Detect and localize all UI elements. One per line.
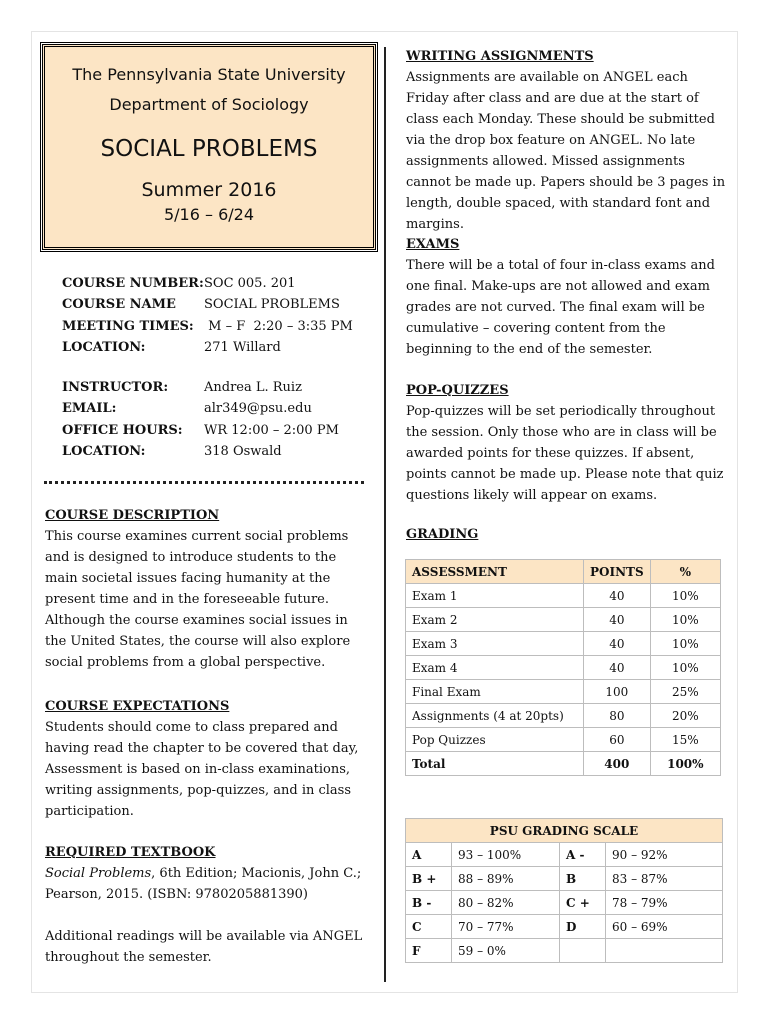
table-row xyxy=(406,608,721,632)
grade-letter: B + xyxy=(406,867,452,891)
grade-letter: A xyxy=(406,843,452,867)
table-row xyxy=(406,632,721,656)
section-text: This course examines current social problems and is designed to introduce students to the main societal issues facing humanity at the present time and in the foreseeable future. Although the course examines social issues in the United States, the course will also explore social problems from a global perspective. xyxy=(45,529,351,670)
grade-range: 90 – 92% xyxy=(606,843,723,867)
info-value: 271 Willard xyxy=(204,339,281,355)
table-cell: 80 xyxy=(584,704,651,728)
grade-letter: A - xyxy=(560,843,606,867)
table-cell: 10% xyxy=(650,632,720,656)
exams-section xyxy=(406,234,726,360)
section-heading: POP-QUIZZES xyxy=(406,383,509,398)
info-label: OFFICE HOURS: xyxy=(62,422,183,438)
info-row xyxy=(62,420,339,441)
table-row xyxy=(406,939,723,963)
table-cell: Total xyxy=(406,752,584,776)
info-row xyxy=(62,294,353,315)
grade-range: 78 – 79% xyxy=(606,891,723,915)
grade-range: 60 – 69% xyxy=(606,915,723,939)
textbook-details: , 6th Edition; Macionis, John C.; Pearson, 2015. (ISBN: 9780205881390) xyxy=(45,866,362,902)
table-cell: Exam 1 xyxy=(406,584,584,608)
info-label: LOCATION: xyxy=(62,339,146,355)
pop-quizzes-section xyxy=(406,380,726,506)
info-label: COURSE NAME xyxy=(62,297,176,313)
course-description-section xyxy=(45,505,370,673)
section-text: Pop-quizzes will be set periodically throughout the session. Only those who are in class will be awarded points for these quizzes. If absent, points cannot be made up. Please note that quiz questions likely will appear on exams. xyxy=(406,404,724,503)
info-label: MEETING TIMES: xyxy=(62,318,194,334)
table-cell: 100% xyxy=(650,752,720,776)
scale-heading: PSU GRADING SCALE xyxy=(406,819,723,843)
table-row xyxy=(406,704,721,728)
table-cell: 100 xyxy=(584,680,651,704)
table-cell: 10% xyxy=(650,608,720,632)
table-row xyxy=(406,656,721,680)
section-text: Assignments are available on ANGEL each Friday after class and are due at the start of class each Monday. These should be submitted via the drop box feature on ANGEL. No late assignments allowed. Missed assignments cannot be made up. Papers should be 3 pages in length, double spaced, with standard font and margins. xyxy=(406,70,726,232)
info-row xyxy=(62,398,339,419)
grade-range: 80 – 82% xyxy=(452,891,560,915)
section-heading: EXAMS xyxy=(406,237,460,252)
course-term: Summer 2016 xyxy=(141,179,277,201)
course-expectations-section xyxy=(45,696,370,822)
grade-range: 83 – 87% xyxy=(606,867,723,891)
info-value: SOCIAL PROBLEMS xyxy=(204,297,340,313)
table-cell: Exam 4 xyxy=(406,656,584,680)
grade-range: 93 – 100% xyxy=(452,843,560,867)
table-row xyxy=(406,584,721,608)
info-row xyxy=(62,441,339,462)
grade-range: 70 – 77% xyxy=(452,915,560,939)
grade-letter: C + xyxy=(560,891,606,915)
info-label: EMAIL: xyxy=(62,401,117,417)
info-row xyxy=(62,337,353,358)
info-value: M – F 2:20 – 3:35 PM xyxy=(204,318,353,334)
table-cell: 40 xyxy=(584,584,651,608)
table-cell: 10% xyxy=(650,584,720,608)
table-cell: 400 xyxy=(584,752,651,776)
grade-range: 59 – 0% xyxy=(452,939,560,963)
section-text: There will be a total of four in-class exams and one final. Make-ups are not allowed and exam grades are not curved. The final exam will be cumulative – covering content from the beginning to the end of the semester. xyxy=(406,258,715,357)
textbook-section xyxy=(45,842,370,968)
course-dates: 5/16 – 6/24 xyxy=(163,205,255,224)
column-header: ASSESSMENT xyxy=(406,560,584,584)
section-heading: COURSE EXPECTATIONS xyxy=(45,699,230,714)
table-cell: Pop Quizzes xyxy=(406,728,584,752)
grade-letter: B xyxy=(560,867,606,891)
info-label: LOCATION: xyxy=(62,443,146,459)
table-cell: Assignments (4 at 20pts) xyxy=(406,704,584,728)
table-row xyxy=(406,867,723,891)
info-value: Andrea L. Ruiz xyxy=(204,380,302,395)
table-cell: Final Exam xyxy=(406,680,584,704)
table-row xyxy=(406,728,721,752)
table-total-row xyxy=(406,752,721,776)
info-row xyxy=(62,273,353,294)
table-cell: 25% xyxy=(650,680,720,704)
section-heading: REQUIRED TEXTBOOK xyxy=(45,845,216,860)
table-cell: 40 xyxy=(584,656,651,680)
table-cell: 40 xyxy=(584,608,651,632)
info-label: INSTRUCTOR: xyxy=(62,380,169,395)
writing-assignments-section xyxy=(406,46,726,235)
additional-readings: Additional readings will be available via ANGEL throughout the semester. xyxy=(45,929,363,965)
table-cell: Exam 2 xyxy=(406,608,584,632)
instructor-info xyxy=(62,377,339,462)
department-name: Department of Sociology xyxy=(109,95,309,114)
table-header-row xyxy=(406,819,723,843)
grading-scale-table xyxy=(405,818,723,963)
table-cell: 15% xyxy=(650,728,720,752)
table-header-row xyxy=(406,560,721,584)
textbook-title: Social Problems xyxy=(45,866,152,881)
info-label: COURSE NUMBER: xyxy=(62,276,204,291)
grade-range: 88 – 89% xyxy=(452,867,560,891)
email-value[interactable]: alr349@psu.edu xyxy=(204,401,312,417)
info-row xyxy=(62,316,353,337)
table-cell: 10% xyxy=(650,656,720,680)
grade-letter: B - xyxy=(406,891,452,915)
table-row xyxy=(406,843,723,867)
info-value: WR 12:00 – 2:00 PM xyxy=(204,422,339,438)
info-value: 318 Oswald xyxy=(204,443,282,459)
course-header-box xyxy=(42,44,376,250)
column-divider xyxy=(384,47,386,982)
grading-section xyxy=(406,524,606,545)
section-text: Students should come to class prepared and having read the chapter to be covered that day, Assessment is based on in-class examinations, writing assignments, pop-quizzes, and in class participation. xyxy=(45,720,359,819)
table-cell: Exam 3 xyxy=(406,632,584,656)
section-heading: COURSE DESCRIPTION xyxy=(45,508,220,523)
grade-range xyxy=(606,939,723,963)
grade-letter: F xyxy=(406,939,452,963)
dotted-separator xyxy=(44,481,364,484)
table-cell: 40 xyxy=(584,632,651,656)
course-info xyxy=(62,273,353,358)
table-row xyxy=(406,680,721,704)
section-heading: GRADING xyxy=(406,527,479,542)
info-row xyxy=(62,377,339,398)
grade-letter xyxy=(560,939,606,963)
column-header: POINTS xyxy=(584,560,651,584)
table-cell: 20% xyxy=(650,704,720,728)
grading-table xyxy=(405,559,721,776)
textbook-citation xyxy=(45,863,370,905)
grade-letter: D xyxy=(560,915,606,939)
university-name: The Pennsylvania State University xyxy=(72,65,346,84)
column-header: % xyxy=(650,560,720,584)
grade-letter: C xyxy=(406,915,452,939)
course-title: SOCIAL PROBLEMS xyxy=(100,136,318,162)
table-row xyxy=(406,915,723,939)
info-value: SOC 005. 201 xyxy=(204,276,296,291)
section-heading: WRITING ASSIGNMENTS xyxy=(406,49,594,64)
table-cell: 60 xyxy=(584,728,651,752)
table-row xyxy=(406,891,723,915)
